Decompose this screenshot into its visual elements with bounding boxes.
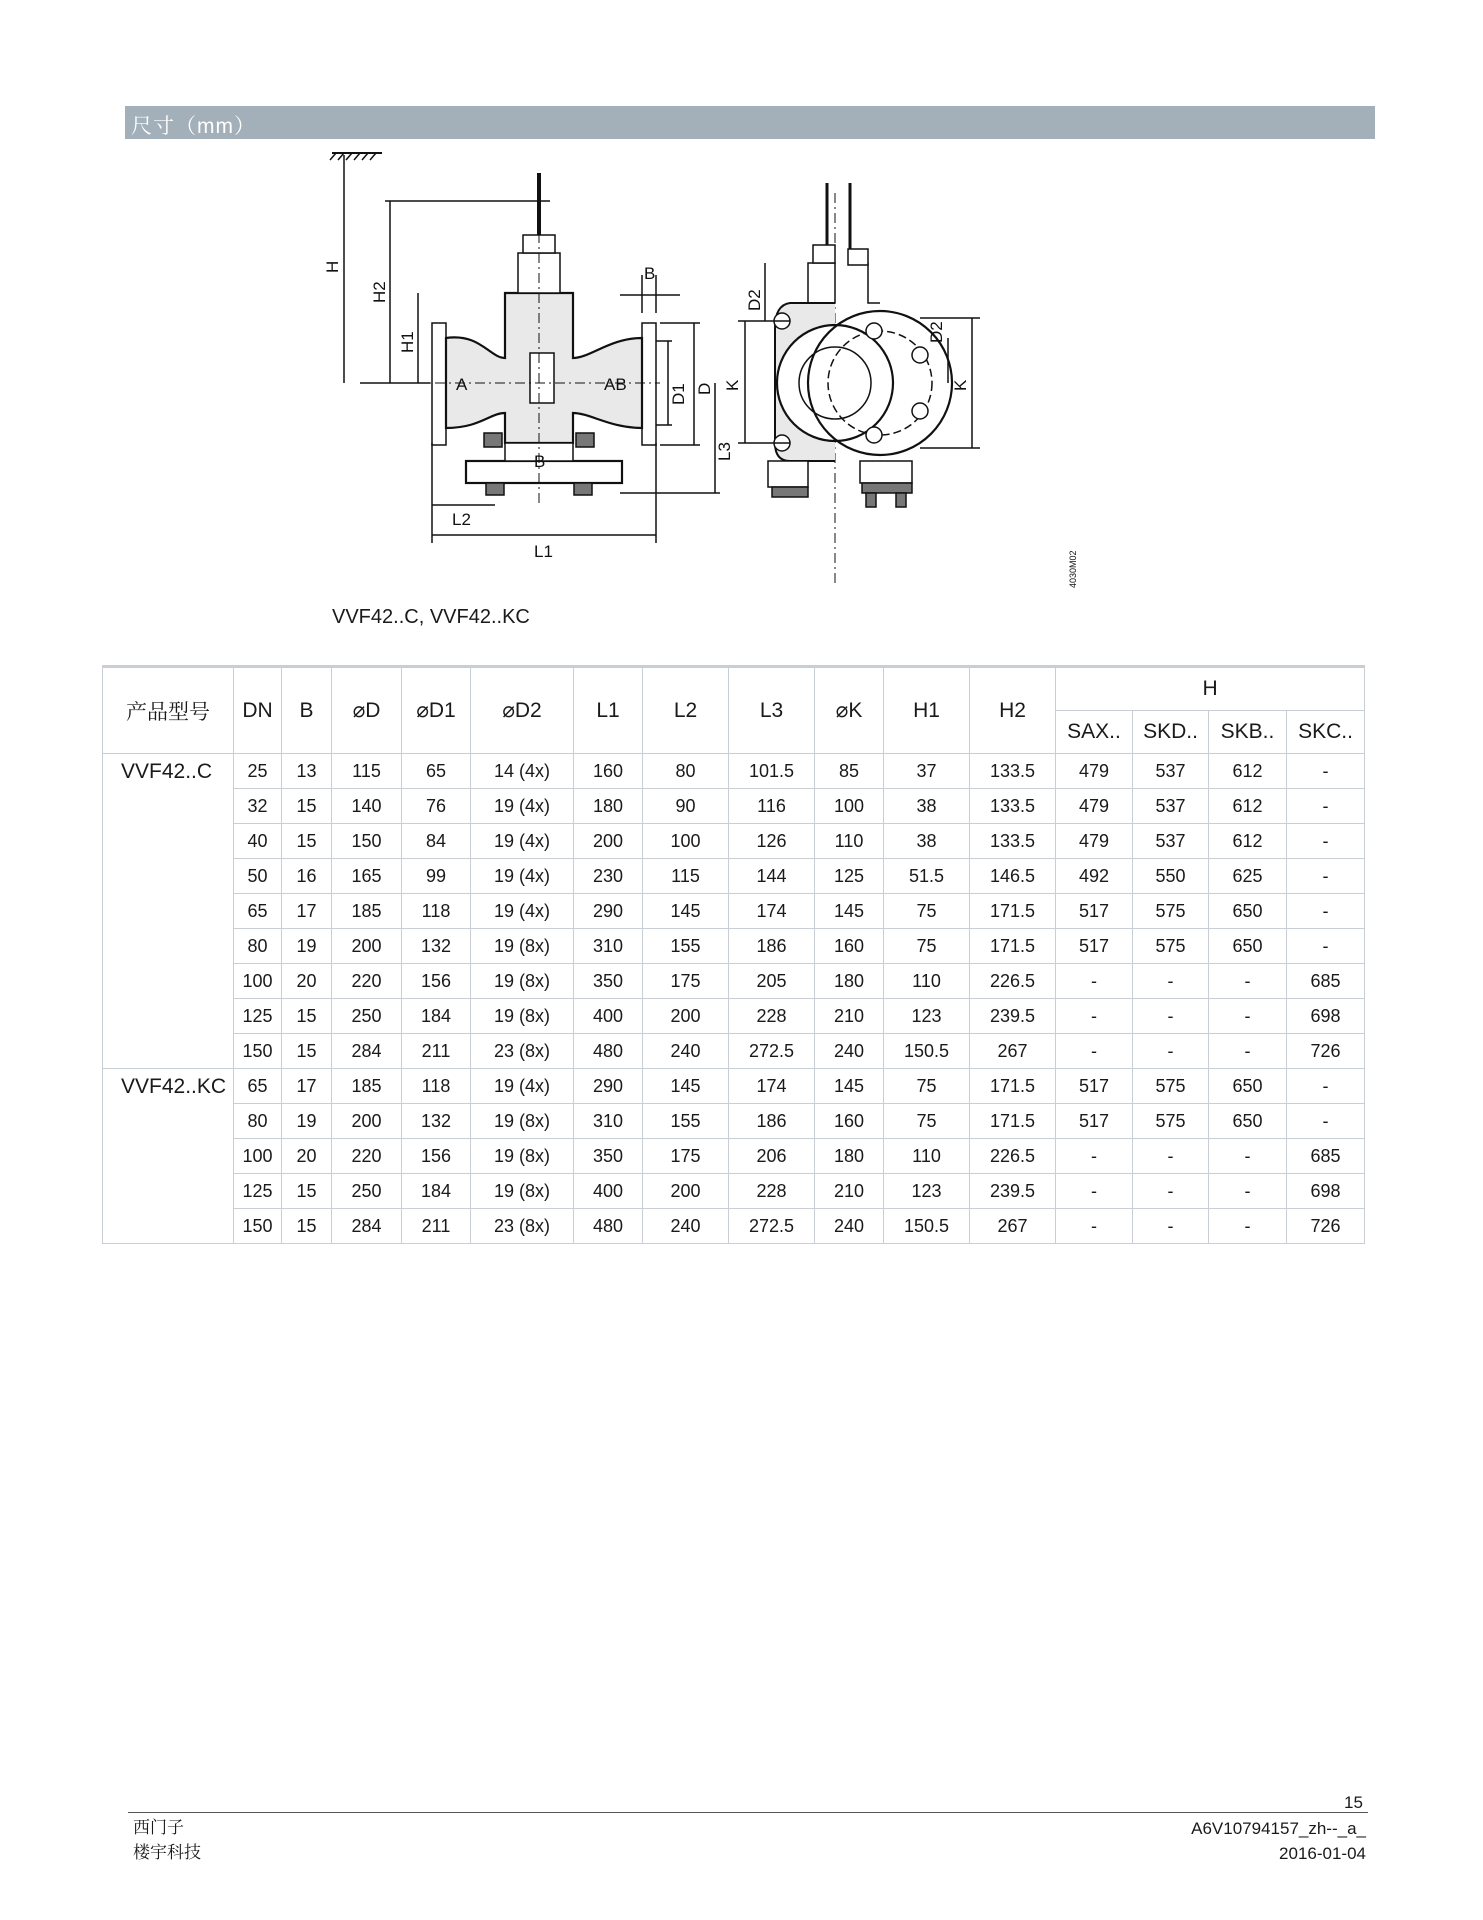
table-cell: 38: [884, 789, 970, 824]
table-cell: 184: [402, 999, 471, 1034]
table-cell: 132: [402, 1104, 471, 1139]
table-cell: 400: [574, 999, 643, 1034]
table-cell: 685: [1287, 964, 1365, 999]
table-cell: 200: [643, 999, 729, 1034]
header-h: H: [1056, 667, 1365, 711]
table-cell: 174: [729, 894, 815, 929]
table-cell: 100: [234, 1139, 282, 1174]
table-cell: -: [1287, 754, 1365, 789]
table-cell: 479: [1056, 789, 1133, 824]
table-row: [103, 894, 1365, 929]
table-cell: -: [1133, 1174, 1209, 1209]
table-cell: 160: [574, 754, 643, 789]
table-cell: 15: [282, 1209, 332, 1244]
table-cell: 517: [1056, 1069, 1133, 1104]
table-cell: 110: [884, 964, 970, 999]
header-skb: SKB..: [1209, 711, 1287, 754]
table-cell: 400: [574, 1174, 643, 1209]
dim-label-K-left: K: [723, 379, 742, 391]
table-cell: 80: [234, 929, 282, 964]
table-cell: 90: [643, 789, 729, 824]
table-cell: -: [1133, 1209, 1209, 1244]
header-dn: DN: [234, 667, 282, 754]
table-cell: 200: [332, 929, 402, 964]
header-skc: SKC..: [1287, 711, 1365, 754]
dim-label-D1: D1: [669, 383, 688, 405]
table-cell: 200: [574, 824, 643, 859]
table-cell: 171.5: [970, 929, 1056, 964]
table-cell: -: [1209, 1209, 1287, 1244]
table-cell: 19 (4x): [471, 859, 574, 894]
footer-date: 2016-01-04: [1279, 1844, 1366, 1863]
table-cell: 15: [282, 789, 332, 824]
table-cell: 20: [282, 964, 332, 999]
table-cell: 110: [815, 824, 884, 859]
table-cell: 125: [234, 999, 282, 1034]
table-cell: 150.5: [884, 1034, 970, 1069]
table-cell: 171.5: [970, 894, 1056, 929]
table-cell: 184: [402, 1174, 471, 1209]
table-cell: -: [1287, 1104, 1365, 1139]
table-cell: 65: [234, 1069, 282, 1104]
table-row: [103, 754, 1365, 789]
table-cell: 230: [574, 859, 643, 894]
table-row: [103, 1034, 1365, 1069]
table-cell: 150.5: [884, 1209, 970, 1244]
table-cell: 160: [815, 929, 884, 964]
table-row: [103, 1174, 1365, 1209]
dim-label-L3: L3: [715, 442, 734, 461]
table-cell: 145: [815, 1069, 884, 1104]
table-cell: 175: [643, 964, 729, 999]
table-row: [103, 1139, 1365, 1174]
footer-doc-info: [1191, 1816, 1366, 1866]
table-cell: -: [1133, 1139, 1209, 1174]
table-cell: 220: [332, 964, 402, 999]
table-cell: 37: [884, 754, 970, 789]
section-header-bar: [125, 106, 1375, 139]
table-cell: 156: [402, 1139, 471, 1174]
table-cell: -: [1209, 999, 1287, 1034]
dimension-table-body: [103, 754, 1365, 1244]
table-cell: 80: [234, 1104, 282, 1139]
table-cell: 23 (8x): [471, 1034, 574, 1069]
table-cell: 75: [884, 894, 970, 929]
table-cell: 350: [574, 1139, 643, 1174]
table-cell: 517: [1056, 894, 1133, 929]
table-cell: -: [1056, 964, 1133, 999]
table-cell: 19 (8x): [471, 1174, 574, 1209]
table-cell: 612: [1209, 754, 1287, 789]
table-cell: 479: [1056, 754, 1133, 789]
table-cell: 726: [1287, 1209, 1365, 1244]
table-cell: 51.5: [884, 859, 970, 894]
table-cell: 240: [815, 1034, 884, 1069]
table-cell: 99: [402, 859, 471, 894]
table-cell: 272.5: [729, 1209, 815, 1244]
table-cell: 239.5: [970, 1174, 1056, 1209]
table-cell: -: [1209, 964, 1287, 999]
table-row: [103, 1209, 1365, 1244]
table-cell: -: [1287, 929, 1365, 964]
table-row: [103, 999, 1365, 1034]
page-number: 15: [1344, 1793, 1363, 1812]
table-cell: 186: [729, 1104, 815, 1139]
footer-company-line2: 楼宇科技: [133, 1843, 201, 1863]
table-cell: 267: [970, 1034, 1056, 1069]
table-cell: 123: [884, 999, 970, 1034]
table-cell: 65: [402, 754, 471, 789]
table-cell: 76: [402, 789, 471, 824]
table-cell: 550: [1133, 859, 1209, 894]
header-l2: L2: [643, 667, 729, 754]
table-cell: 75: [884, 1069, 970, 1104]
table-cell: 239.5: [970, 999, 1056, 1034]
table-cell: 118: [402, 1069, 471, 1104]
table-cell: 140: [332, 789, 402, 824]
table-cell: 160: [815, 1104, 884, 1139]
dim-label-H2: H2: [370, 281, 389, 303]
table-cell: 492: [1056, 859, 1133, 894]
table-row: [103, 859, 1365, 894]
table-cell: 13: [282, 754, 332, 789]
table-cell: -: [1287, 859, 1365, 894]
header-d1: ⌀D1: [402, 667, 471, 754]
table-cell: 250: [332, 1174, 402, 1209]
table-cell: 180: [574, 789, 643, 824]
table-cell: 685: [1287, 1139, 1365, 1174]
table-row: [103, 1069, 1365, 1104]
table-cell: -: [1133, 1034, 1209, 1069]
table-cell: 19: [282, 1104, 332, 1139]
table-cell: 517: [1056, 929, 1133, 964]
header-sax: SAX..: [1056, 711, 1133, 754]
table-cell: 19 (8x): [471, 964, 574, 999]
table-cell: 125: [234, 1174, 282, 1209]
table-cell: 228: [729, 999, 815, 1034]
table-cell: 267: [970, 1209, 1056, 1244]
header-b: B: [282, 667, 332, 754]
table-cell: 101.5: [729, 754, 815, 789]
table-cell: 156: [402, 964, 471, 999]
table-cell: 17: [282, 894, 332, 929]
dim-label-L2: L2: [452, 510, 471, 529]
valve-dimension-drawing: [320, 143, 1100, 613]
table-cell: 650: [1209, 1069, 1287, 1104]
table-cell: 15: [282, 999, 332, 1034]
table-cell: 612: [1209, 824, 1287, 859]
table-cell: 726: [1287, 1034, 1365, 1069]
table-cell: 174: [729, 1069, 815, 1104]
table-cell: 125: [815, 859, 884, 894]
table-cell: 80: [643, 754, 729, 789]
table-cell: 19 (4x): [471, 824, 574, 859]
table-cell: 15: [282, 1174, 332, 1209]
table-cell: 240: [815, 1209, 884, 1244]
table-cell: 205: [729, 964, 815, 999]
dim-label-B: B: [644, 264, 656, 283]
drawing-caption: VVF42..C, VVF42..KC: [332, 606, 530, 628]
table-cell: -: [1287, 789, 1365, 824]
table-cell: 185: [332, 894, 402, 929]
dim-label-D2-right: D2: [927, 321, 946, 343]
table-cell: 19: [282, 929, 332, 964]
model-cell: VVF42..KC: [103, 1069, 234, 1244]
table-cell: 155: [643, 1104, 729, 1139]
header-k: ⌀K: [815, 667, 884, 754]
table-cell: 480: [574, 1034, 643, 1069]
table-cell: 537: [1133, 754, 1209, 789]
table-cell: 116: [729, 789, 815, 824]
table-cell: 14 (4x): [471, 754, 574, 789]
table-row: [103, 824, 1365, 859]
table-cell: 110: [884, 1139, 970, 1174]
table-cell: 171.5: [970, 1069, 1056, 1104]
table-cell: 575: [1133, 929, 1209, 964]
table-cell: -: [1287, 824, 1365, 859]
table-cell: 575: [1133, 1104, 1209, 1139]
table-cell: 480: [574, 1209, 643, 1244]
table-cell: -: [1209, 1139, 1287, 1174]
table-cell: 284: [332, 1034, 402, 1069]
table-cell: 650: [1209, 1104, 1287, 1139]
table-cell: -: [1133, 964, 1209, 999]
port-label-A: A: [456, 375, 468, 394]
table-cell: 650: [1209, 929, 1287, 964]
port-label-AB: AB: [604, 375, 627, 394]
table-cell: 206: [729, 1139, 815, 1174]
footer-company-line1: 西门子: [133, 1818, 184, 1838]
port-label-B: B: [534, 452, 546, 471]
table-cell: 144: [729, 859, 815, 894]
table-cell: 85: [815, 754, 884, 789]
table-cell: 537: [1133, 789, 1209, 824]
header-h1: H1: [884, 667, 970, 754]
header-h2: H2: [970, 667, 1056, 754]
dim-label-D: D: [695, 382, 714, 395]
section-title: 尺寸（mm）: [131, 115, 256, 138]
table-cell: 625: [1209, 859, 1287, 894]
dimension-table: [102, 665, 1365, 1244]
table-cell: 15: [282, 824, 332, 859]
table-cell: 185: [332, 1069, 402, 1104]
table-cell: 126: [729, 824, 815, 859]
table-cell: 537: [1133, 824, 1209, 859]
table-cell: 165: [332, 859, 402, 894]
footer-divider: [128, 1812, 1368, 1813]
table-cell: 19 (4x): [471, 1069, 574, 1104]
model-cell: VVF42..C: [103, 754, 234, 1069]
table-cell: 38: [884, 824, 970, 859]
table-cell: -: [1287, 1069, 1365, 1104]
table-cell: 19 (8x): [471, 1104, 574, 1139]
table-cell: 17: [282, 1069, 332, 1104]
header-d2: ⌀D2: [471, 667, 574, 754]
table-cell: 211: [402, 1034, 471, 1069]
header-d: ⌀D: [332, 667, 402, 754]
table-cell: 290: [574, 1069, 643, 1104]
table-cell: 16: [282, 859, 332, 894]
table-cell: 180: [815, 1139, 884, 1174]
table-cell: 698: [1287, 999, 1365, 1034]
table-cell: 210: [815, 999, 884, 1034]
table-cell: 575: [1133, 1069, 1209, 1104]
dim-label-H1: H1: [398, 331, 417, 353]
table-cell: 23 (8x): [471, 1209, 574, 1244]
table-cell: 517: [1056, 1104, 1133, 1139]
header-l1: L1: [574, 667, 643, 754]
table-cell: -: [1056, 1034, 1133, 1069]
table-row: [103, 789, 1365, 824]
table-row: [103, 1104, 1365, 1139]
table-cell: 19 (8x): [471, 1139, 574, 1174]
table-cell: 20: [282, 1139, 332, 1174]
table-cell: 145: [815, 894, 884, 929]
table-cell: 284: [332, 1209, 402, 1244]
table-cell: 19 (4x): [471, 894, 574, 929]
table-cell: 310: [574, 1104, 643, 1139]
table-cell: 15: [282, 1034, 332, 1069]
table-cell: 220: [332, 1139, 402, 1174]
table-cell: 32: [234, 789, 282, 824]
table-cell: 175: [643, 1139, 729, 1174]
table-cell: 150: [234, 1034, 282, 1069]
table-cell: 479: [1056, 824, 1133, 859]
table-cell: -: [1056, 1174, 1133, 1209]
table-cell: 115: [643, 859, 729, 894]
table-cell: 612: [1209, 789, 1287, 824]
table-cell: 100: [234, 964, 282, 999]
table-cell: 250: [332, 999, 402, 1034]
table-cell: 228: [729, 1174, 815, 1209]
table-cell: 100: [643, 824, 729, 859]
table-cell: 240: [643, 1209, 729, 1244]
table-cell: -: [1209, 1174, 1287, 1209]
dim-label-D2-left: D2: [745, 289, 764, 311]
table-cell: 350: [574, 964, 643, 999]
table-cell: 650: [1209, 894, 1287, 929]
table-row: [103, 929, 1365, 964]
table-cell: 211: [402, 1209, 471, 1244]
table-cell: 123: [884, 1174, 970, 1209]
table-row: [103, 964, 1365, 999]
drawing-code: 4030M02: [1068, 550, 1078, 588]
table-cell: 115: [332, 754, 402, 789]
table-cell: -: [1133, 999, 1209, 1034]
table-cell: 65: [234, 894, 282, 929]
table-cell: 310: [574, 929, 643, 964]
table-cell: 145: [643, 1069, 729, 1104]
table-cell: -: [1056, 1139, 1133, 1174]
table-cell: 226.5: [970, 1139, 1056, 1174]
header-model: 产品型号: [103, 667, 234, 754]
header-l3: L3: [729, 667, 815, 754]
table-cell: 133.5: [970, 754, 1056, 789]
table-cell: 19 (4x): [471, 789, 574, 824]
table-cell: -: [1056, 1209, 1133, 1244]
table-cell: 145: [643, 894, 729, 929]
table-cell: 146.5: [970, 859, 1056, 894]
table-cell: 150: [332, 824, 402, 859]
table-cell: 226.5: [970, 964, 1056, 999]
table-cell: 240: [643, 1034, 729, 1069]
table-cell: -: [1056, 999, 1133, 1034]
table-cell: -: [1209, 1034, 1287, 1069]
dim-label-K-right: K: [951, 379, 970, 391]
table-cell: 118: [402, 894, 471, 929]
table-cell: 200: [643, 1174, 729, 1209]
table-cell: 171.5: [970, 1104, 1056, 1139]
table-cell: 133.5: [970, 789, 1056, 824]
table-cell: 19 (8x): [471, 929, 574, 964]
table-cell: 84: [402, 824, 471, 859]
table-cell: 19 (8x): [471, 999, 574, 1034]
table-cell: 100: [815, 789, 884, 824]
table-cell: 75: [884, 1104, 970, 1139]
table-cell: 210: [815, 1174, 884, 1209]
table-cell: 25: [234, 754, 282, 789]
table-cell: 75: [884, 929, 970, 964]
table-cell: 180: [815, 964, 884, 999]
table-cell: 698: [1287, 1174, 1365, 1209]
table-cell: 133.5: [970, 824, 1056, 859]
dim-label-L1: L1: [534, 542, 553, 561]
header-skd: SKD..: [1133, 711, 1209, 754]
table-cell: 290: [574, 894, 643, 929]
table-cell: 155: [643, 929, 729, 964]
table-cell: 272.5: [729, 1034, 815, 1069]
table-cell: 132: [402, 929, 471, 964]
table-cell: 150: [234, 1209, 282, 1244]
table-cell: 186: [729, 929, 815, 964]
footer-company: [133, 1816, 201, 1866]
table-cell: -: [1287, 894, 1365, 929]
footer-doc-id: A6V10794157_zh--_a_: [1191, 1819, 1366, 1838]
table-cell: 50: [234, 859, 282, 894]
table-cell: 200: [332, 1104, 402, 1139]
table-cell: 40: [234, 824, 282, 859]
dim-label-H: H: [323, 260, 342, 273]
table-cell: 575: [1133, 894, 1209, 929]
